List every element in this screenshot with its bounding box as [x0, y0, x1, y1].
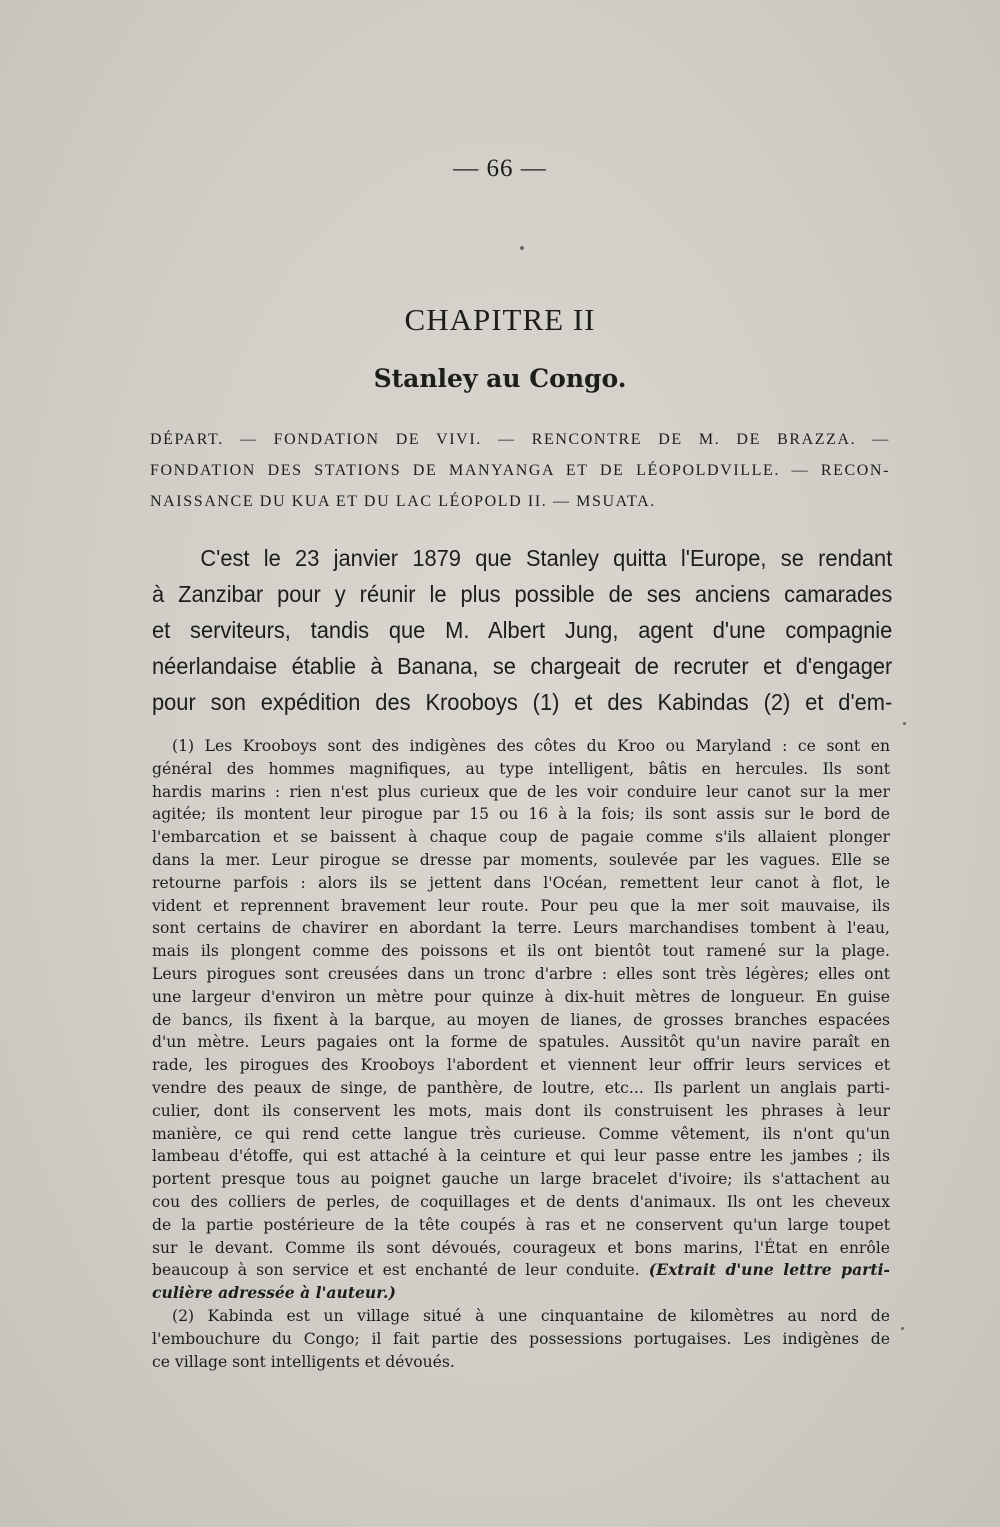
footnote-line: lambeau d'étoffe, qui est attaché à la ceinture et qui leur passe entre les jambes ; ils — [152, 1147, 890, 1166]
paper-speck — [901, 1327, 904, 1330]
body-line: à Zanzibar pour y réunir le plus possible de ses anciens camarades — [152, 581, 893, 607]
footnote-line: agitée; ils montent leur pirogue par 15 ou 16 à la fois; ils sont assis sur le bord de — [152, 805, 890, 824]
footnote-line: ce village sont intelligents et dévoués. — [152, 1352, 455, 1371]
footnote-line: (2) Kabinda est un village situé à une cinquantaine de kilomètres au nord de — [172, 1306, 890, 1325]
footnote-1 — [152, 735, 890, 1305]
footnote-line: cou des colliers de perles, de coquillages et de dents d'animaux. Ils ont les cheveux — [152, 1192, 890, 1211]
footnote-2 — [152, 1305, 890, 1373]
footnote-source-line — [152, 1282, 890, 1305]
footnote-line: d'un mètre. Leurs pagaies ont la forme de spatules. Aussitôt qu'un navire paraît en — [152, 1033, 890, 1052]
footnote-line: portent presque tous au poignet gauche un large bracelet d'ivoire; ils s'attachent au — [152, 1170, 890, 1189]
footnotes — [152, 735, 890, 1373]
chapter-heading: CHAPITRE II — [404, 302, 596, 337]
chapter-title: Stanley au Congo. — [373, 364, 627, 393]
footnote-line: l'embouchure du Congo; il fait partie des possessions portugaises. Les indigènes de — [152, 1329, 890, 1348]
footnote-line: général des hommes magnifiques, au type intelligent, bâtis en hercules. Ils sont — [152, 759, 890, 778]
summary-line: FONDATION DES STATIONS DE MANYANGA ET DE LÉOPOLDVILLE. — RECON- — [150, 462, 890, 479]
page-number: — 66 — — [453, 155, 547, 182]
footnote-line: de la partie postérieure de la tête coupés à ras et ne conservent qu'un large toupet — [152, 1215, 890, 1234]
footnote-line: beaucoup à son service et est enchanté de leur conduite. — [152, 1261, 640, 1280]
footnote-line: dans la mer. Leur pirogue se dresse par moments, soulevée par les vagues. Elle se — [152, 850, 890, 869]
body-line: et serviteurs, tandis que M. Albert Jung, agent d'une compagnie — [152, 617, 893, 643]
footnote-line: culier, dont ils conservent les mots, mais dont ils construisent les phrases à leur — [152, 1101, 890, 1120]
footnote-line: mais ils plongent comme des poissons et ils ont bientôt tout ramené sur la plage. — [152, 942, 890, 961]
footnote-line: une largeur d'environ un mètre pour quinze à dix-huit mètres de longueur. En guise — [152, 987, 890, 1006]
body-line: néerlandaise établie à Banana, se chargeait de recruter et d'engager — [152, 653, 893, 679]
paper-speck — [903, 722, 906, 725]
footnote-line: l'embarcation et se baissent à chaque coup de pagaie comme s'ils allaient plonger — [152, 828, 890, 847]
footnote-line: hardis marins : rien n'est plus curieux que de les voir conduire leur canot sur la mer — [152, 782, 890, 801]
body-line: pour son expédition des Krooboys (1) et des Kabindas (2) et d'em- — [152, 689, 893, 715]
footnote-line: de bancs, ils fixent à la barque, au moyen de lianes, de grosses branches espacées — [152, 1010, 890, 1029]
footnote-line: (1) Les Krooboys sont des indigènes des côtes du Kroo ou Maryland : ce sont en — [172, 737, 890, 755]
footnote-source: culière adressée à l'auteur.) — [152, 1283, 396, 1303]
footnote-line: vendre des peaux de singe, de panthère, de loutre, etc... Ils parlent un anglais parti- — [152, 1078, 890, 1097]
footnote-source: (Extrait d'une lettre parti- — [648, 1260, 890, 1280]
footnote-line: rade, les pirogues des Krooboys l'abordent et viennent leur offrir leurs services et — [152, 1056, 890, 1075]
footnote-line: sur le devant. Comme ils sont dévoués, courageux et bons marins, l'État en enrôle — [152, 1238, 890, 1257]
footnote-line: sont certains de chavirer en abordant la terre. Leurs marchandises tombent à l'eau, — [152, 919, 890, 938]
summary-line: NAISSANCE DU KUA ET DU LAC LÉOPOLD II. — MSUATA. — [150, 493, 656, 510]
body-paragraph — [152, 540, 892, 720]
footnote-line: vident et reprennent bravement leur route. Pour peu que la mer soit mauvaise, ils — [152, 896, 890, 915]
footnote-line: retourne parfois : alors ils se jettent dans l'Océan, remettent leur canot à flot, le — [152, 873, 890, 892]
body-line: C'est le 23 janvier 1879 que Stanley quitta l'Europe, se rendant — [200, 545, 893, 571]
footnote-line: manière, ce qui rend cette langue très curieuse. Comme vêtement, ils n'ont qu'un — [152, 1124, 890, 1143]
summary-line: DÉPART. — FONDATION DE VIVI. — RENCONTRE DE M. DE BRAZZA. — — [150, 431, 890, 448]
paper-speck — [520, 246, 524, 250]
footnote-line-with-source — [152, 1259, 890, 1282]
footnote-line: Leurs pirogues sont creusées dans un tronc d'arbre : elles sont très légères; elles ont — [152, 964, 890, 983]
chapter-summary — [150, 424, 890, 517]
